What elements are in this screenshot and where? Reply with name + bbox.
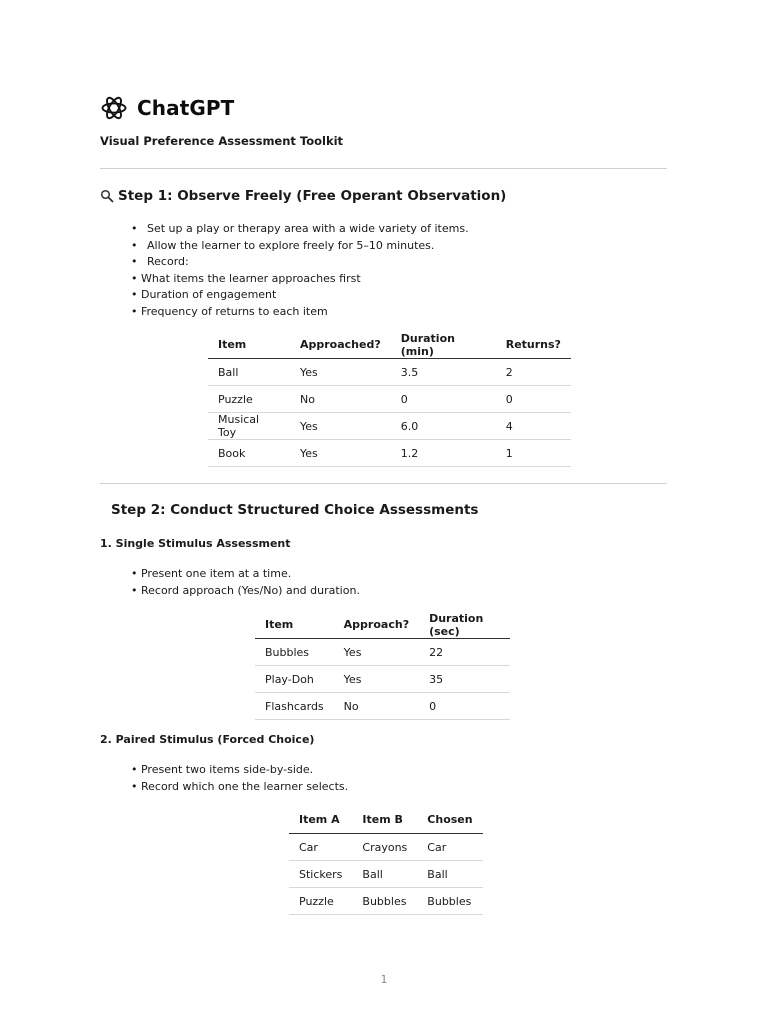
list-item: • Present one item at a time.: [131, 567, 292, 580]
step2-title: Step 2: Conduct Structured Choice Assessments: [111, 502, 479, 518]
list-item: • Allow the learner to explore freely for 5–10 minutes.: [131, 238, 435, 252]
table-cell: 1.2: [391, 440, 496, 467]
table-row: [289, 888, 483, 915]
column-header: Chosen: [417, 806, 482, 834]
column-header: Duration (sec): [419, 611, 510, 639]
list-item: • Record:: [131, 255, 189, 268]
table-row: [289, 834, 483, 861]
table-cell: Yes: [334, 639, 419, 666]
column-header: Approach?: [334, 611, 419, 639]
table-cell: Puzzle: [289, 888, 352, 915]
table-cell: 6.0: [391, 413, 496, 440]
table-cell: 3.5: [391, 359, 496, 386]
table-cell: Stickers: [289, 861, 352, 888]
list-item: • What items the learner approaches first: [131, 271, 361, 285]
table-row: [255, 693, 510, 720]
column-header: Item: [255, 611, 334, 639]
list-item: • Duration of engagement: [131, 288, 277, 301]
table-cell: Ball: [208, 359, 290, 386]
table-cell: Car: [417, 834, 482, 861]
table-cell: 35: [419, 666, 510, 693]
table-cell: Yes: [290, 413, 391, 440]
table-cell: Musical Toy: [208, 413, 290, 440]
table-cell: Flashcards: [255, 693, 334, 720]
single-stimulus-heading: 1. Single Stimulus Assessment: [100, 537, 291, 550]
step1-heading: [100, 188, 506, 204]
table-cell: Yes: [290, 440, 391, 467]
column-header: Item B: [352, 806, 417, 834]
list-item: • Frequency of returns to each item: [131, 304, 328, 318]
table-row: [208, 359, 571, 386]
table-cell: Bubbles: [417, 888, 482, 915]
table-row: [255, 666, 510, 693]
list-item: • Record approach (Yes/No) and duration.: [131, 583, 360, 597]
table-cell: Bubbles: [352, 888, 417, 915]
table-cell: Book: [208, 440, 290, 467]
brand-name: ChatGPT: [137, 96, 235, 120]
single-stimulus-bullets: [131, 566, 360, 599]
paired-stimulus-heading: 2. Paired Stimulus (Forced Choice): [100, 733, 315, 746]
table-row: [289, 861, 483, 888]
table-cell: Yes: [290, 359, 391, 386]
paired-stimulus-bullets: [131, 762, 348, 795]
table-cell: 4: [496, 413, 571, 440]
table-header-row: [255, 611, 510, 639]
table-header-row: [208, 331, 571, 359]
table-cell: 0: [391, 386, 496, 413]
table-cell: Crayons: [352, 834, 417, 861]
column-header: Approached?: [290, 331, 391, 359]
divider: [100, 483, 667, 484]
step2-heading: [111, 502, 478, 518]
table-cell: 2: [496, 359, 571, 386]
column-header: Returns?: [496, 331, 571, 359]
table-cell: Car: [289, 834, 352, 861]
column-header: Item A: [289, 806, 352, 834]
table-cell: Play-Doh: [255, 666, 334, 693]
magnifying-glass-icon: [100, 189, 114, 203]
column-header: Item: [208, 331, 290, 359]
table-header-row: [289, 806, 483, 834]
page-number: 1: [380, 973, 388, 986]
table-cell: No: [290, 386, 391, 413]
table-cell: No: [334, 693, 419, 720]
list-item: • Record which one the learner selects.: [131, 779, 349, 793]
list-item: • Present two items side-by-side.: [131, 763, 314, 776]
openai-logo-icon: [100, 94, 128, 122]
table-cell: Ball: [352, 861, 417, 888]
table-row: [208, 386, 571, 413]
table-cell: Puzzle: [208, 386, 290, 413]
table-cell: 1: [496, 440, 571, 467]
table-row: [255, 639, 510, 666]
chatgpt-logo: [100, 94, 234, 122]
table-cell: 0: [419, 693, 510, 720]
table-cell: Bubbles: [255, 639, 334, 666]
table-row: [208, 413, 571, 440]
table-cell: Yes: [334, 666, 419, 693]
list-item: • Set up a play or therapy area with a wide variety of items.: [131, 222, 469, 235]
step1-bullet-list: [131, 221, 469, 320]
column-header: Duration (min): [391, 331, 496, 359]
table-cell: 22: [419, 639, 510, 666]
step1-title: Step 1: Observe Freely (Free Operant Observation): [118, 188, 507, 204]
observation-table: [208, 331, 571, 467]
table-cell: Ball: [417, 861, 482, 888]
single-stimulus-table: [255, 611, 510, 720]
table-cell: 0: [496, 386, 571, 413]
divider: [100, 168, 667, 169]
table-row: [208, 440, 571, 467]
paired-stimulus-table: [289, 806, 483, 915]
document-subtitle: Visual Preference Assessment Toolkit: [100, 134, 344, 148]
